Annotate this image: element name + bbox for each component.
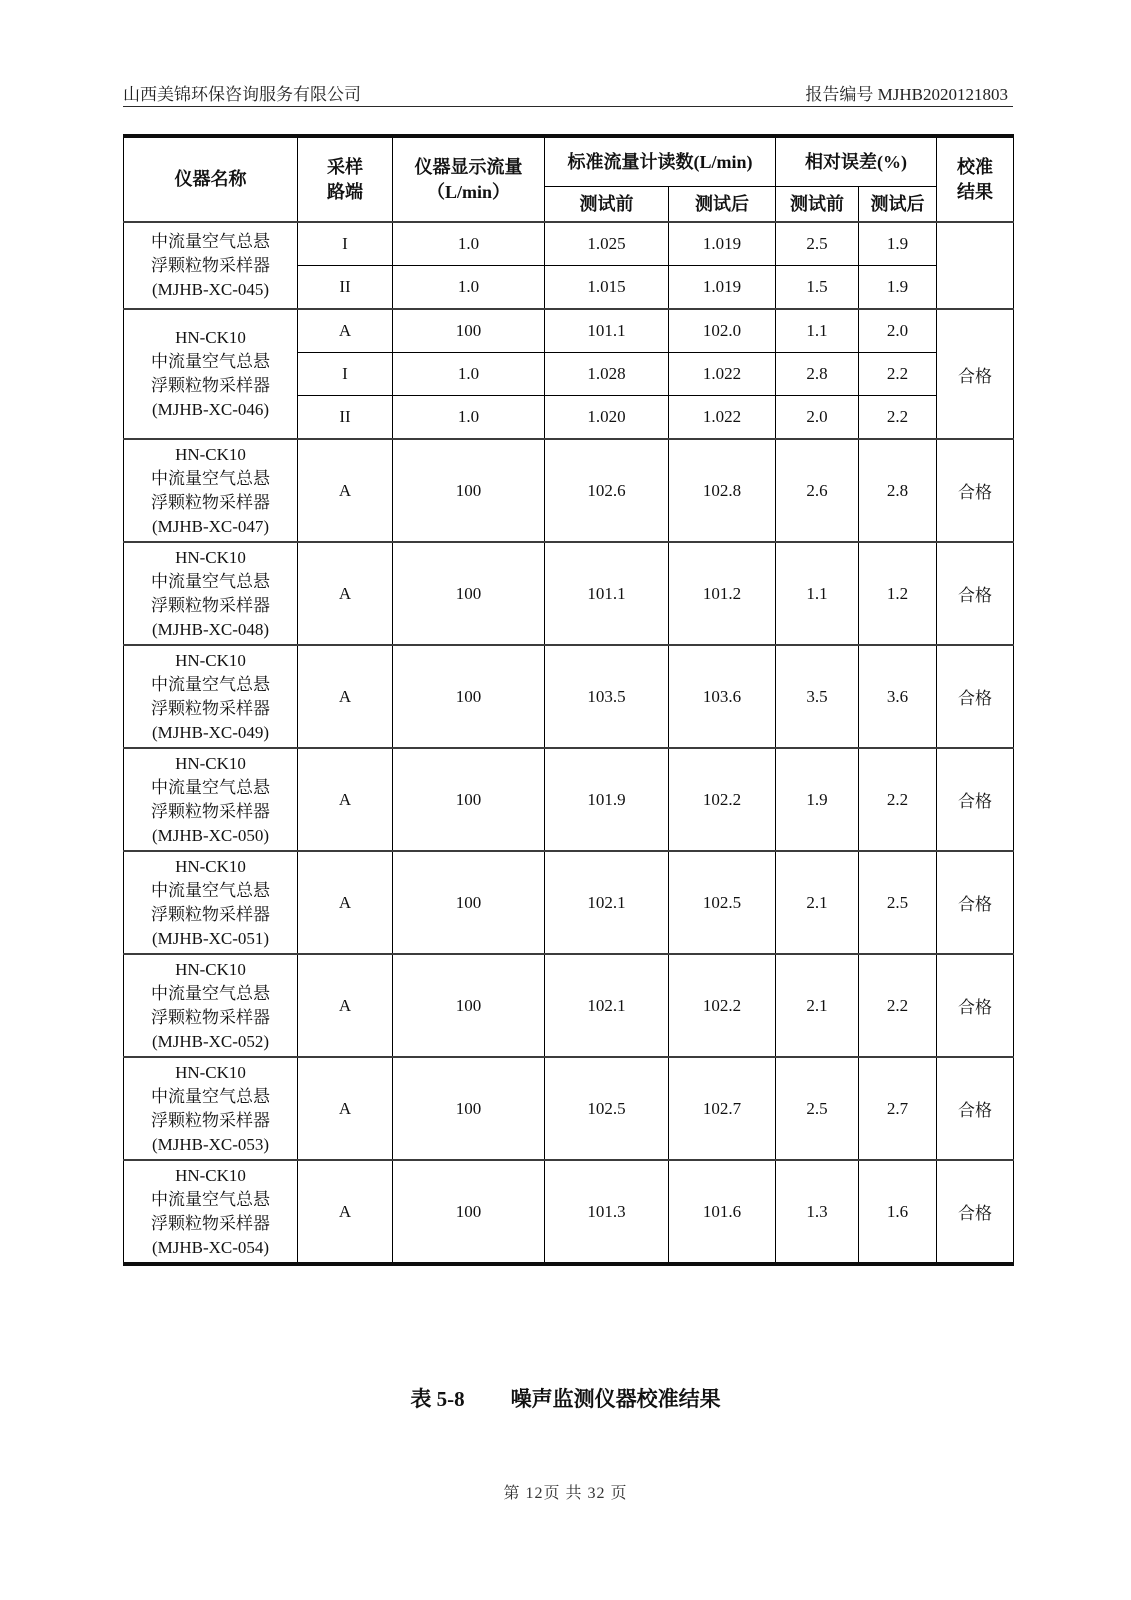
col-subheader-err-before: 测试前 — [776, 187, 859, 223]
std-flow-after-cell: 102.2 — [669, 954, 776, 1057]
sampling-path-cell: II — [298, 396, 393, 440]
calibration-result-cell: 合格 — [937, 309, 1014, 439]
table-row — [124, 1057, 1014, 1160]
instrument-name-line: 浮颗粒物采样器 — [151, 376, 270, 395]
calibration-table — [123, 134, 1014, 1266]
instrument-name-line: 浮颗粒物采样器 — [151, 595, 270, 615]
instrument-name-line: 浮颗粒物采样器 — [151, 1213, 270, 1233]
rel-error-before-cell: 2.8 — [776, 353, 859, 396]
instrument-name-line: HN-CK10 — [175, 650, 246, 670]
std-flow-after-cell: 102.2 — [669, 748, 776, 851]
instrument-name-line: 浮颗粒物采样器 — [151, 255, 270, 275]
table-row — [124, 439, 1014, 542]
display-flow-cell: 100 — [393, 851, 545, 954]
sampling-path-cell: A — [298, 439, 393, 542]
instrument-name-line: 浮颗粒物采样器 — [151, 492, 270, 512]
sampling-path-cell: A — [298, 1160, 393, 1264]
display-flow-cell: 100 — [393, 645, 545, 748]
std-flow-after-cell: 102.8 — [669, 439, 776, 542]
std-flow-after-cell: 103.6 — [669, 645, 776, 748]
table-row — [124, 1160, 1014, 1264]
std-flow-before-cell: 101.3 — [545, 1160, 669, 1264]
instrument-name-line: (MJHB-XC-053) — [151, 1134, 270, 1154]
rel-error-after-cell: 1.2 — [859, 542, 937, 645]
rel-error-before-cell: 3.5 — [776, 645, 859, 748]
rel-error-before-cell: 2.5 — [776, 222, 859, 266]
header-rule — [123, 106, 1013, 107]
col-header-calibration-result-line2: 结果 — [957, 181, 994, 202]
col-header-sampling-path — [298, 136, 393, 222]
instrument-name-line: (MJHB-XC-047) — [151, 516, 270, 536]
instrument-name-cell — [124, 851, 298, 954]
instrument-name-line: HN-CK10 — [175, 1062, 246, 1082]
sampling-path-cell: A — [298, 542, 393, 645]
instrument-name-line: HN-CK10 — [175, 753, 246, 773]
std-flow-after-cell: 1.019 — [669, 222, 776, 266]
table-row — [124, 222, 1014, 266]
sampling-path-cell: II — [298, 266, 393, 310]
col-header-display-flow-line2: （L/min） — [426, 181, 510, 202]
table-caption — [0, 1383, 1131, 1413]
instrument-name-cell — [124, 1160, 298, 1264]
std-flow-before-cell: 102.1 — [545, 851, 669, 954]
instrument-name-line: HN-CK10 — [175, 959, 246, 979]
display-flow-cell: 100 — [393, 748, 545, 851]
table-row — [124, 851, 1014, 954]
table-row — [124, 309, 1014, 353]
sampling-path-cell: A — [298, 851, 393, 954]
instrument-name-line: 中流量空气总悬 — [151, 571, 270, 591]
rel-error-after-cell: 2.7 — [859, 1057, 937, 1160]
sampling-path-cell: A — [298, 748, 393, 851]
rel-error-before-cell: 2.6 — [776, 439, 859, 542]
col-header-display-flow-line1: 仪器显示流量 — [414, 156, 523, 177]
rel-error-before-cell: 1.1 — [776, 309, 859, 353]
table-caption-title: 噪声监测仪器校准结果 — [510, 1387, 721, 1411]
display-flow-cell: 100 — [393, 309, 545, 353]
calibration-result-cell: 合格 — [937, 748, 1014, 851]
sampling-path-cell: A — [298, 309, 393, 353]
std-flow-before-cell: 102.5 — [545, 1057, 669, 1160]
display-flow-cell: 100 — [393, 1160, 545, 1264]
std-flow-after-cell: 1.022 — [669, 396, 776, 440]
calibration-result-cell: 合格 — [937, 439, 1014, 542]
std-flow-before-cell: 102.6 — [545, 439, 669, 542]
instrument-name-line: HN-CK10 — [175, 328, 246, 347]
calibration-result-cell — [937, 222, 1014, 309]
col-header-display-flow — [393, 136, 545, 222]
rel-error-after-cell: 1.9 — [859, 222, 937, 266]
calibration-result-cell: 合格 — [937, 954, 1014, 1057]
table-row — [124, 954, 1014, 1057]
display-flow-cell: 100 — [393, 954, 545, 1057]
table-row — [124, 542, 1014, 645]
rel-error-before-cell: 2.1 — [776, 954, 859, 1057]
table-caption-label: 表 5-8 — [410, 1387, 465, 1411]
rel-error-before-cell: 2.5 — [776, 1057, 859, 1160]
std-flow-before-cell: 101.1 — [545, 542, 669, 645]
instrument-name-line: (MJHB-XC-045) — [151, 279, 270, 299]
table-header-row-1 — [124, 136, 1014, 187]
instrument-name-cell — [124, 954, 298, 1057]
std-flow-before-cell: 1.020 — [545, 396, 669, 440]
instrument-name-line: (MJHB-XC-051) — [151, 928, 270, 948]
calibration-result-cell: 合格 — [937, 645, 1014, 748]
col-header-standard-flow: 标准流量计读数(L/min) — [545, 136, 776, 187]
instrument-name-line: 浮颗粒物采样器 — [151, 698, 270, 718]
instrument-name-line: (MJHB-XC-049) — [151, 722, 270, 742]
col-header-relative-error: 相对误差(%) — [776, 136, 937, 187]
table-body — [124, 222, 1014, 1264]
instrument-name-line: 中流量空气总悬 — [151, 880, 270, 900]
company-name: 山西美锦环保咨询服务有限公司 — [123, 85, 361, 104]
rel-error-before-cell: 2.0 — [776, 396, 859, 440]
rel-error-after-cell: 1.6 — [859, 1160, 937, 1264]
col-header-calibration-result — [937, 136, 1014, 222]
table-row — [124, 748, 1014, 851]
std-flow-before-cell: 102.1 — [545, 954, 669, 1057]
instrument-name-line: 中流量空气总悬 — [151, 777, 270, 797]
instrument-name-cell — [124, 645, 298, 748]
display-flow-cell: 100 — [393, 542, 545, 645]
instrument-name-line: HN-CK10 — [175, 1165, 246, 1185]
col-header-instrument-name: 仪器名称 — [124, 136, 298, 222]
col-header-calibration-result-line1: 校准 — [957, 156, 994, 177]
instrument-name-line: (MJHB-XC-052) — [151, 1031, 270, 1051]
document-header — [123, 80, 1008, 105]
std-flow-before-cell: 1.015 — [545, 266, 669, 310]
rel-error-after-cell: 1.9 — [859, 266, 937, 310]
instrument-name-cell — [124, 542, 298, 645]
col-header-sampling-path-line2: 路端 — [327, 181, 363, 202]
sampling-path-cell: A — [298, 645, 393, 748]
display-flow-cell: 1.0 — [393, 353, 545, 396]
instrument-name-cell — [124, 1057, 298, 1160]
col-subheader-err-after: 测试后 — [859, 187, 937, 223]
rel-error-before-cell: 2.1 — [776, 851, 859, 954]
instrument-name-line: 浮颗粒物采样器 — [151, 801, 270, 821]
instrument-name-line: HN-CK10 — [175, 856, 246, 876]
instrument-name-line: 浮颗粒物采样器 — [151, 1007, 270, 1027]
page-number: 第 12页 共 32 页 — [503, 1485, 628, 1502]
sampling-path-cell: I — [298, 222, 393, 266]
instrument-name-cell — [124, 439, 298, 542]
instrument-name-line: 中流量空气总悬 — [151, 674, 270, 694]
instrument-name-line: (MJHB-XC-054) — [151, 1237, 270, 1257]
std-flow-after-cell: 1.022 — [669, 353, 776, 396]
instrument-name-cell — [124, 748, 298, 851]
display-flow-cell: 1.0 — [393, 396, 545, 440]
calibration-result-cell: 合格 — [937, 851, 1014, 954]
instrument-name-cell — [124, 309, 298, 439]
report-number: 报告编号 MJHB2020121803 — [805, 85, 1008, 104]
rel-error-after-cell: 2.2 — [859, 748, 937, 851]
std-flow-after-cell: 1.019 — [669, 266, 776, 310]
sampling-path-cell: A — [298, 1057, 393, 1160]
display-flow-cell: 1.0 — [393, 222, 545, 266]
instrument-name-line: 中流量空气总悬 — [151, 1086, 270, 1106]
table-row — [124, 645, 1014, 748]
instrument-name-line: HN-CK10 — [175, 547, 246, 567]
instrument-name-line: 中流量空气总悬 — [151, 231, 270, 251]
col-subheader-std-after: 测试后 — [669, 187, 776, 223]
std-flow-before-cell: 1.028 — [545, 353, 669, 396]
rel-error-before-cell: 1.3 — [776, 1160, 859, 1264]
display-flow-cell: 100 — [393, 439, 545, 542]
instrument-name-line: HN-CK10 — [175, 444, 246, 464]
rel-error-before-cell: 1.5 — [776, 266, 859, 310]
std-flow-before-cell: 101.1 — [545, 309, 669, 353]
instrument-name-cell — [124, 222, 298, 309]
std-flow-before-cell: 103.5 — [545, 645, 669, 748]
rel-error-before-cell: 1.1 — [776, 542, 859, 645]
sampling-path-cell: I — [298, 353, 393, 396]
instrument-name-line: 中流量空气总悬 — [151, 1189, 270, 1209]
instrument-name-line: (MJHB-XC-050) — [151, 825, 270, 845]
rel-error-before-cell: 1.9 — [776, 748, 859, 851]
std-flow-after-cell: 102.5 — [669, 851, 776, 954]
instrument-name-line: (MJHB-XC-048) — [151, 619, 270, 639]
std-flow-before-cell: 101.9 — [545, 748, 669, 851]
calibration-result-cell: 合格 — [937, 1057, 1014, 1160]
instrument-name-line: 浮颗粒物采样器 — [151, 1110, 270, 1130]
instrument-name-line: 浮颗粒物采样器 — [151, 904, 270, 924]
rel-error-after-cell: 2.5 — [859, 851, 937, 954]
rel-error-after-cell: 2.0 — [859, 309, 937, 353]
std-flow-after-cell: 102.0 — [669, 309, 776, 353]
rel-error-after-cell: 2.2 — [859, 396, 937, 440]
std-flow-after-cell: 102.7 — [669, 1057, 776, 1160]
instrument-name-line: 中流量空气总悬 — [151, 983, 270, 1003]
std-flow-after-cell: 101.2 — [669, 542, 776, 645]
std-flow-after-cell: 101.6 — [669, 1160, 776, 1264]
instrument-name-line: 中流量空气总悬 — [151, 352, 270, 371]
rel-error-after-cell: 2.2 — [859, 353, 937, 396]
col-subheader-std-before: 测试前 — [545, 187, 669, 223]
sampling-path-cell: A — [298, 954, 393, 1057]
std-flow-before-cell: 1.025 — [545, 222, 669, 266]
instrument-name-line: 中流量空气总悬 — [151, 468, 270, 488]
display-flow-cell: 1.0 — [393, 266, 545, 310]
col-header-sampling-path-line1: 采样 — [327, 156, 363, 177]
rel-error-after-cell: 2.8 — [859, 439, 937, 542]
rel-error-after-cell: 2.2 — [859, 954, 937, 1057]
calibration-result-cell: 合格 — [937, 542, 1014, 645]
instrument-name-line: (MJHB-XC-046) — [151, 400, 270, 419]
display-flow-cell: 100 — [393, 1057, 545, 1160]
calibration-result-cell: 合格 — [937, 1160, 1014, 1264]
rel-error-after-cell: 3.6 — [859, 645, 937, 748]
